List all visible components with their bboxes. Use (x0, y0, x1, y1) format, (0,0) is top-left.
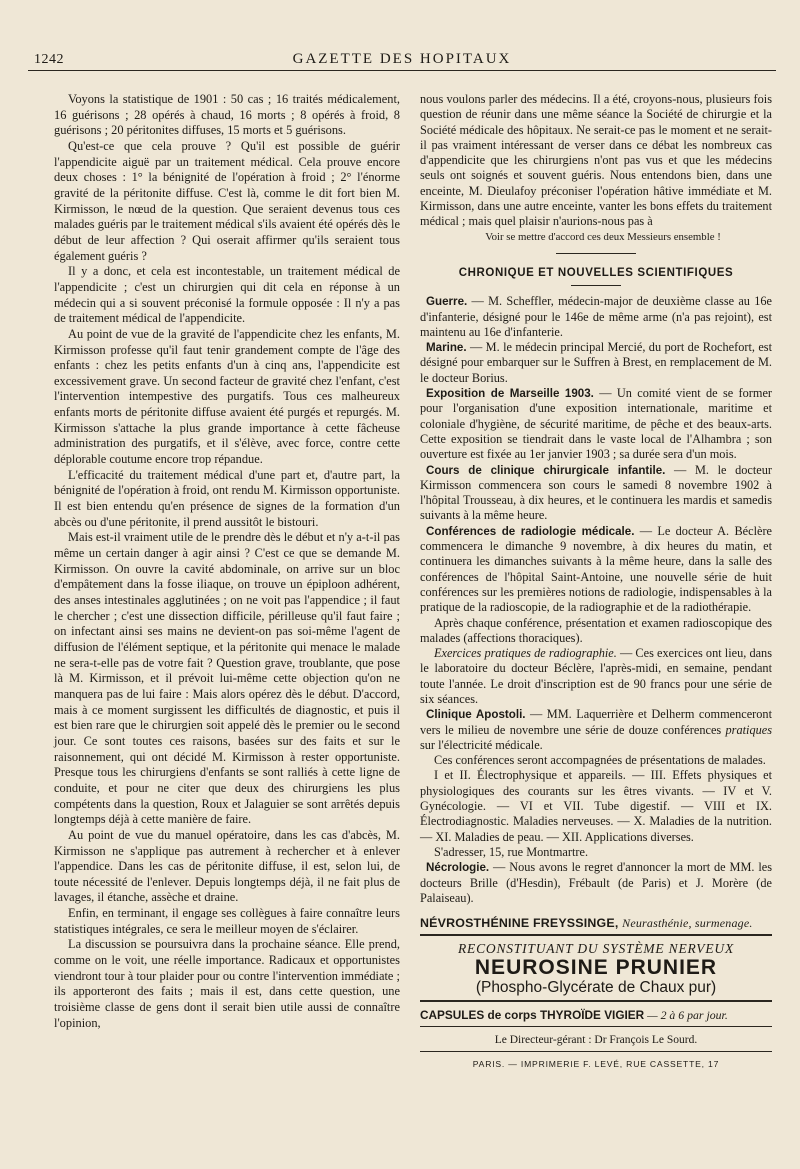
ad-capsules (420, 1008, 772, 1027)
news-text: sur l'électricité médicale. (420, 737, 543, 752)
paragraph: Enfin, en terminant, il engage ses collègues à faire connaître leurs statistiques intégrales, ce sera le meilleur moyen de s'éclairer. (54, 906, 400, 936)
paragraph: Qu'est-ce que cela prouve ? Qu'il est possible de guérir l'appendicite aiguë par un traitement médical. Cela prouve encore deux choses : 1° la bénignité de l'opération à froid ; 2° l'énorme gravité de la péritonite diffuse. C'est là, comme le dit fort bien M. Kirmisson, le nœud de la question. Que seraient devenus tous ces malades guéris par le traitement médical s'ils avaient été opérés dès le début de leur affection ? Qui oserait affirmer qu'ils seraient tous également guéris ? (54, 138, 400, 263)
divider (571, 285, 621, 286)
news-heading: Nécrologie. (426, 861, 490, 875)
paragraph: Ces conférences seront accompagnées de présentations de malades. (434, 753, 766, 768)
ad-tagline: Neurasthénie, surmenage. (622, 916, 753, 931)
divider (556, 253, 636, 254)
paragraph: La discussion se poursuivra dans la prochaine séance. Elle prend, comme on le voit, une réelle importance. Radicaux et opportunistes viendront tour à tour plaider pour ou contre l'intervention immédiate ; ils apporteront des faits ; mais il est, dans cette question, une troisième classe de gens dont il serait bien utile aussi de connaître l'opinion, (54, 937, 400, 1030)
news-heading: Guerre. (426, 295, 468, 309)
ad-phospho: (Phospho-Glycérate de Chaux pur) (420, 979, 772, 1002)
paragraph: Voyons la statistique de 1901 : 50 cas ; 16 traités médicalement, 16 guérisons ; 28 opérés à chaud, 16 morts ; 8 opérés à froid, 8 guérisons ; 20 péritonites diffuses, 15 morts et 5 guérisons. (54, 92, 400, 138)
news-text: — Un comité vient de se former pour l'organisation d'une exposition internationale, maritime et coloniale d'hygiène, de sécurité maritime, de pêche et des beaux-arts. Cette exposition se tiendrait dans le vaste local de l'Alhambra ; son ouverture est fixée au 1er janvier 1903 ; sa durée sera d'un mois. (420, 386, 772, 462)
paragraph: Au point de vue de la gravité de l'appendicite chez les enfants, M. Kirmisson professe qu'il faut tenir grandement compte de l'âge des enfants : chez les petits enfants d'un à cinq ans, l'appendicite est excessivement grave. Un second facteur de gravité chez l'enfant, c'est l'intervention intempestive des purgatifs. Tous ces malheureux enfants morts de péritonite diffuse avaient été purgés et repurgés. M. Kirmisson s'attache la plus grande importance à cette fâcheuse administration des purgatifs, et il s'élève, avec force, contre cette déplorable coutume encore trop répandue. (54, 326, 400, 467)
news-heading: Conférences de radiologie médicale. (426, 524, 635, 538)
news-item (420, 386, 772, 462)
news-heading: Exposition de Marseille 1903. (426, 387, 594, 401)
news-text: — M. le docteur Kirmisson commencera son cours le samedi 8 novembre 1902 à l'hôpital Trousseau, à dix heures, et le continuera les mardis et samedis suivants à la même heure. (420, 462, 772, 523)
ad-product: CAPSULES de corps THYROÏDE VIGIER (420, 1007, 645, 1022)
section-title: CHRONIQUE ET NOUVELLES SCIENTIFIQUES (458, 266, 734, 279)
news-heading: Cours de clinique chirurgicale infantile. (426, 463, 666, 477)
italic-word: pratiques (725, 722, 772, 737)
news-heading: Clinique Apostoli. (426, 708, 526, 722)
paragraph: Au point de vue du manuel opératoire, dans les cas d'abcès, M. Kirmisson ne s'applique pas autrement à rechercher et à enlever l'appendice. Dans les cas de péritonite diffuse, il est, selon lui, de toute nécessité de l'enlever. Depuis longtemps déjà, il ne fait plus de lavages, il étanche, assèche et draine. (54, 827, 400, 905)
advertisements (420, 916, 772, 1027)
news-text: — M. le médecin principal Mercié, du port de Rochefort, est désigné pour embarquer sur le Suffren à Brest, en remplacement de M. le docteur Borius. (420, 340, 772, 385)
paragraph-text: — Ces exercices ont lieu, dans le laboratoire du docteur Béclère, l'après-midi, en semaine, pendant toute l'année. Le droit d'inscription est de 90 francs pour une série de six séances. (420, 646, 772, 706)
italic-lead: Exercices pratiques de radiographie. (434, 646, 617, 661)
right-column (420, 92, 772, 1073)
news-item (420, 860, 772, 906)
left-column (54, 92, 400, 1031)
printer-line: PARIS. — IMPRIMERIE F. LEVÉ, RUE CASSETTE, 17 (472, 1059, 720, 1070)
news-heading: Marine. (426, 341, 467, 355)
paragraph (420, 646, 772, 707)
closing-line: Voir se mettre d'accord ces deux Messieurs ensemble ! (485, 230, 721, 243)
ad-reconstituant: RECONSTITUANT DU SYSTÈME NERVEUX (458, 941, 734, 957)
ad-neurosine: NEUROSINE PRUNIER (474, 955, 718, 979)
news-text: — Nous avons le regret d'annoncer la mort de MM. les docteurs Brille (d'Hesdin), Frébault (de Paris) et J. Morère (de Palaiseau). (420, 860, 772, 905)
ad-product: NÉVROSTHÉNINE FREYSSINGE, (420, 916, 619, 931)
news-item (420, 294, 772, 340)
news-item (420, 707, 772, 753)
ad-dosage: — 2 à 6 par jour. (644, 1007, 728, 1022)
paragraph: I et II. Électrophysique et appareils. — III. Effets physiques et physiologiques des courants sur les êtres vivants. — IV et V. Gynécologie. — VI et VII. Tube digestif. — VIII et IX. Électrodiagnostic. Maladies nerveuses. — X. Maladies de la nutrition. — XI. Maladies de peau. — XII. Applications diverses. (420, 768, 772, 844)
news-text: — Le docteur A. Béclère commencera le dimanche 9 novembre, à dix heures du matin, et continuera les dimanches suivants à la même heure, dans la salle des conférences de l'hôpital Saint-Antoine, une nouvelle série de huit conférences sur les premières notions de radiologie, indispensables à la pratique de la radioscopie, de la radiographie et de la radiothérapie. (420, 523, 772, 615)
continuation-paragraph: nous voulons parler des médecins. Il a été, croyons-nous, plusieurs fois question de réunir dans une même séance la Société de chirurgie et la Société médicale des hôpitaux. Ne serait-ce pas le moment et ne serait-il pas vraiment intéressant de verser dans ce débat les nombreux cas d'appendicite que les chirurgiens n'ont pas vus et que les médecins seuls ont soignés et souvent guéris. Nous entendons bien, dans une enceinte, M. Dieulafoy préconiser l'opération hâtive immédiate et M. Kirmisson, dans une autre enceinte, vanter les bons effets du traitement médical ; mais quel plaisir n'aurions-nous pas à (420, 92, 772, 229)
paragraph: Après chaque conférence, présentation et examen radioscopique des malades (affections thoraciques). (420, 615, 772, 645)
paragraph: Il y a donc, et cela est incontestable, un traitement médical de l'appendicite ; c'est un chirurgien qui dit cela en réponse à un médecin qui a si souvent préconisé la formule opposée : Il n'y a pas de traitement médical de l'appendicite. (54, 264, 400, 326)
news-item (420, 524, 772, 616)
journal-title: GAZETTE DES HOPITAUX (292, 51, 512, 67)
paragraph: L'efficacité du traitement médical d'une part et, d'autre part, la bénignité de l'opération à froid, ont rendu M. Kirmisson opportuniste. Il est bien entendu qu'en présence de signes de la formation d'un abcès ou d'une péritonite, il prend aussitôt le bistouri. (54, 467, 400, 529)
directeur-gerant: Le Directeur-gérant : Dr François Le Sourd. (420, 1033, 772, 1052)
paragraph: S'adresser, 15, rue Montmartre. (434, 844, 589, 859)
news-text: — MM. Laquerrière et Delherm commenceront vers le milieu de novembre une série de douze conférences (420, 707, 772, 737)
ad-nevrosthenine (420, 916, 772, 936)
news-text: — M. Scheffler, médecin-major de deuxième classe au 16e d'infanterie, désigné pour le 146e de même arme (n'a pas rejoint), est maintenu au 16e d'infanterie. (420, 294, 772, 339)
paragraph: Mais est-il vraiment utile de le prendre dès le début et n'y a-t-il pas même un certain danger à agir ainsi ? C'est ce que se demande M. Kirmisson. On ouvre la cavité abdominale, on arrive sur un bloc d'empâtement dans la fosse iliaque, on trouve un épiploon adhérent, des anses intestinales agglutinées ; on ne voit pas l'appendice ; il faut le chercher ; c'est une dissection difficile, périlleuse qu'il faut faire ; on infectant ainsi ses mains ne devient-on pas soi-même l'agent de diffusion de l'élément septique, et la péritonite qui menace le malade ne sera-t-elle pas de votre fait ? Question grave, troublante, que pose là M. Kirmisson, et il prévoit lui-même cette objection qu'on ne manquera pas de lui faire : Mais alors opérez dès le début. D'accord, mais à ce moment surgissent les difficultés de diagnostic, et puis il est bien rare que le chirurgien soit appelé dès le premier ou le second jour. Ce sont toutes ces raisons, basées sur des faits et sur le raisonnement, qui ont décidé M. Kirmisson à rester opportuniste. Presque tous les chirurgiens d'enfants se sont ralliés à cette ligne de conduite, et pour ne citer que deux des chirurgiens les plus compétents dans la question, Roux et Jalaguier se sont arrêtés depuis longtemps déjà à cette manière de faire. (54, 530, 400, 827)
news-item (420, 340, 772, 386)
news-item (420, 463, 772, 524)
page-number: 1242 (34, 52, 64, 67)
page-header (28, 48, 776, 71)
